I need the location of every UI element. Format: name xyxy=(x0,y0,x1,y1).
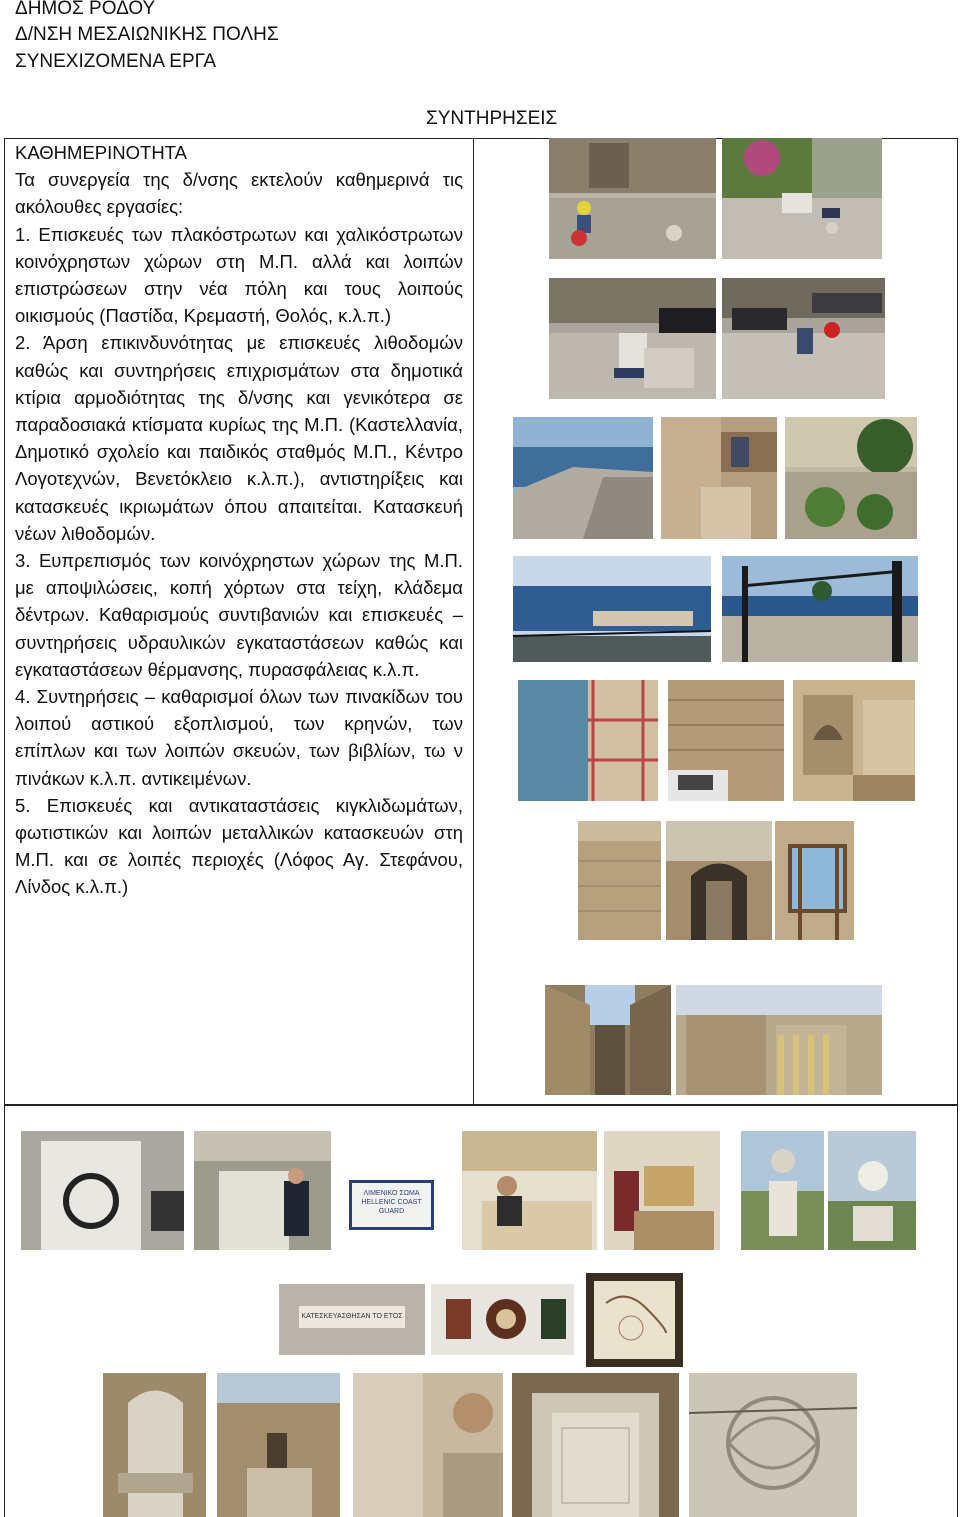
photo-plaque xyxy=(279,1284,425,1355)
photo-arched-alley xyxy=(666,821,772,940)
plaque-text: ΚΑΤΕΣΚΕΥΑΣΘΗΣΑΝ ΤΟ ΕΤΟΣ xyxy=(299,1306,405,1328)
photo-narrow-street xyxy=(545,985,671,1095)
photo-fountain-detail xyxy=(353,1373,503,1517)
photo-paving-repair-1 xyxy=(549,138,716,259)
intro-text: Τα συνεργεία της δ/νσης εκτελούν καθημερινά τις ακόλουθες εργασίες: xyxy=(15,169,463,218)
photo-stone-wall-repair xyxy=(668,680,784,801)
photo-paving-repair-3 xyxy=(549,278,716,399)
photo-monument-cleaning xyxy=(194,1131,331,1250)
item-5: 5. Επισκευές και αντικαταστάσεις κιγκλιδωμάτων, φωτιστικών και λοιπών μεταλλικών κατασκευών στη Μ.Π. και σε λοιπές περιοχές (Λόφος Αγ. Στεφάνου, Λίνδος κ.λ.π.) xyxy=(15,794,463,898)
header-subtitle: ΣΥΝΕΧΙΖΟΜΕΝΑ ΕΡΓΑ xyxy=(15,51,217,72)
photo-city-wall xyxy=(578,821,661,940)
sign-line-2: HELLENIC COAST GUARD xyxy=(361,1199,422,1215)
header-directorate: Δ/ΝΣΗ ΜΕΣΑΙΩΝΙΚΗΣ ΠΟΛΗΣ xyxy=(15,24,279,45)
heading: ΚΑΘΗΜΕΡΙΝΟΤΗΤΑ xyxy=(15,142,187,163)
item-2: 2. Άρση επικινδυνότητας με επισκευές λιθοδομών καθώς και συντηρήσεις επιχρισμάτων στα δημοτικά κτίρια αρμοδιότητας της δ/νσης και γενικότερα σε παραδοσιακά κτίσματα κυρίως της Μ.Π. (Καστελλανία, Δημοτικό σχολείο και παιδικός σταθμός Μ.Π., Κέντρο Λογοτεχνών, Βενετόκλειο κ.λ.π.), αντιστηρίξεις και κατασκευές ικριωμάτων όπου απαιτείται. Κατασκευή νέων λιθοδομών. xyxy=(15,332,463,544)
photo-office-desk xyxy=(462,1131,597,1250)
photo-building-shoring xyxy=(676,985,882,1095)
photo-fountain-1 xyxy=(103,1373,206,1517)
section-title: ΣΥΝΤΗΡΗΣΕΙΣ xyxy=(426,108,558,129)
photo-coast-guard-sign xyxy=(349,1180,434,1230)
photo-monument-graffiti xyxy=(21,1131,184,1250)
item-1: 1. Επισκευές των πλακόστρωτων και χαλικόστρωτων κοινόχρηστων χώρων στη Μ.Π. αλλά και λοιπών επιστρώσεων στην νέα πόλη και τους λοιπούς οικισμούς (Παστίδα, Κρεμαστή, Θολός, κ.λ.π.) xyxy=(15,223,463,327)
text-cell xyxy=(4,138,474,1106)
photo-carved-doorway xyxy=(512,1373,679,1517)
photo-garden-area xyxy=(785,417,917,539)
photo-painting-restoration xyxy=(604,1131,720,1250)
sign-line-1: ΛΙΜΕΝΙΚΟ ΣΩΜΑ xyxy=(363,1190,420,1197)
photo-scaffolding xyxy=(518,680,658,801)
photo-iron-fence xyxy=(722,556,918,662)
photo-paving-repair-2 xyxy=(722,138,882,259)
photo-paving-repair-4 xyxy=(722,278,885,399)
item-3: 3. Ευπρεπισμός των κοινόχρηστων χώρων της Μ.Π. με αποψιλώσεις, κοπή χόρτων στα τείχη, κλάδεμα δέντρων. Καθαρισμούς συντιβανιών και επισκευές – συντηρήσεις υδραυλικών εγκαταστάσεων καθώς και εγκαταστάσεων θέρμανσης, πυρασφάλειας κ.λ.π. xyxy=(15,550,463,680)
photo-statue-2 xyxy=(828,1131,916,1250)
photo-sea-view-railing xyxy=(513,556,711,662)
photo-fountain-2 xyxy=(217,1373,340,1517)
photo-seafront-walkway xyxy=(513,417,653,539)
photo-wooden-frame-window xyxy=(775,821,854,940)
photo-old-building-restoration xyxy=(793,680,915,801)
photo-emblems xyxy=(431,1284,574,1355)
item-4: 4. Συντηρήσεις – καθαρισμοί όλων των πινακίδων του λοιπού αστικού εξοπλισμού, των κρηνών, των επίπλων και των λοιπών σκευών, των βιβλίων, τω ν πινάκων κ.λ.π. αντικειμένων. xyxy=(15,686,463,789)
header-municipality: ΔΗΜΟΣ ΡΟΔΟΥ xyxy=(15,0,156,19)
photo-paving-cutting xyxy=(661,417,777,539)
photo-framed-map xyxy=(586,1273,683,1367)
photo-statue-1 xyxy=(741,1131,824,1250)
photo-carved-stone-relief xyxy=(689,1373,857,1517)
